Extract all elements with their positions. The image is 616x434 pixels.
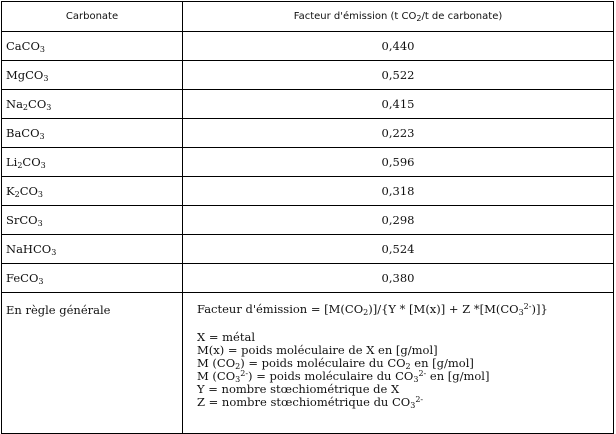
table-row [2,148,614,177]
carbonate-name [2,177,183,206]
table-row [2,61,614,90]
emission-value: 0,524 [183,235,614,264]
def-part: M (CO [197,356,236,370]
formula-sub: 2 [17,161,23,170]
emission-value: 0,318 [183,177,614,206]
header-carbonate [2,2,183,32]
header-row [2,2,614,32]
general-rule-label: En règle générale [2,293,183,434]
formula-after: CO [19,184,38,198]
def-part: ) = poids moléculaire du CO [248,369,414,383]
def-part: M (CO [197,369,236,383]
header-factor [183,2,614,32]
formula-sub2: 3 [46,103,52,112]
definition-z [197,396,613,409]
table-row [2,32,614,61]
def-sub: 3 [413,375,419,384]
def-sup: 2- [415,395,424,404]
formula-sup: 2- [523,302,532,311]
def-part: ) = poids moléculaire du CO [240,356,406,370]
carbonate-name [2,235,183,264]
emission-value: 0,596 [183,148,614,177]
header-carbonate-text: Carbonate [65,11,119,22]
formula-part: )]} [531,302,548,316]
definition-y: Y = nombre stœchiométrique de X [197,382,400,396]
formula-sub: 3 [43,74,49,83]
def-sub: 2 [235,362,241,371]
formula-sub: 3 [51,248,57,257]
table-row [2,177,614,206]
formula-after: CO [28,97,47,111]
header-factor-suffix: /t de carbonate) [421,11,503,22]
carbonate-name [2,61,183,90]
formula-sub: 3 [518,308,524,317]
formula-base: Li [6,155,18,169]
definition-mx: M(x) = poids moléculaire de X en [g/mol] [197,343,438,357]
formula-base: NaHCO [6,242,52,256]
emission-value: 0,380 [183,264,614,293]
formula-sub: 2 [363,308,369,317]
formula-base: SrCO [6,213,38,227]
formula-sub: 3 [37,219,43,228]
definition-x: X = métal [197,330,255,344]
emission-value: 0,298 [183,206,614,235]
general-formula [197,303,613,316]
table-row [2,235,614,264]
def-sub: 3 [235,375,241,384]
formula-sub: 2 [14,190,20,199]
carbonate-name [2,206,183,235]
table-row [2,90,614,119]
carbonate-name [2,90,183,119]
header-factor-sub: 2 [416,14,422,23]
def-part: en [g/mol] [426,369,490,383]
formula-part: Facteur d'émission = [M(CO [197,302,364,316]
emission-value: 0,522 [183,61,614,90]
def-sup: 2- [240,369,249,378]
formula-sub2: 3 [37,190,44,199]
carbonate-name [2,32,183,61]
formula-base: K [6,184,15,198]
formula-after: CO [22,155,41,169]
table-row [2,264,614,293]
carbonate-name [2,148,183,177]
formula-base: Na [6,97,23,111]
header-factor-prefix: Facteur d'émission (t CO [293,11,417,22]
formula-base: BaCO [6,126,40,140]
formula-sub: 3 [39,45,45,54]
general-rule-row [2,293,614,434]
emission-value: 0,415 [183,90,614,119]
table-row [2,119,614,148]
def-sub: 3 [410,401,416,410]
formula-base: CaCO [6,39,40,53]
formula-sub: 3 [38,277,44,286]
emission-factor-table [1,1,614,434]
emission-value: 0,223 [183,119,614,148]
def-sup: 2- [418,369,427,378]
table-row [2,206,614,235]
formula-sub2: 3 [40,161,46,170]
formula-sub: 3 [39,132,45,141]
formula-base: MgCO [6,68,44,82]
def-sub: 2 [405,362,411,371]
formula-base: FeCO [6,271,39,285]
general-rule-content [183,293,614,434]
carbonate-name [2,264,183,293]
formula-part: )]/{Y * [M(x)] + Z *[M(CO [368,302,519,316]
emission-value: 0,440 [183,32,614,61]
formula-sub: 2 [22,103,29,112]
def-part: en [g/mol] [410,356,474,370]
carbonate-name [2,119,183,148]
def-part: Z = nombre stœchiométrique du CO [197,395,411,409]
